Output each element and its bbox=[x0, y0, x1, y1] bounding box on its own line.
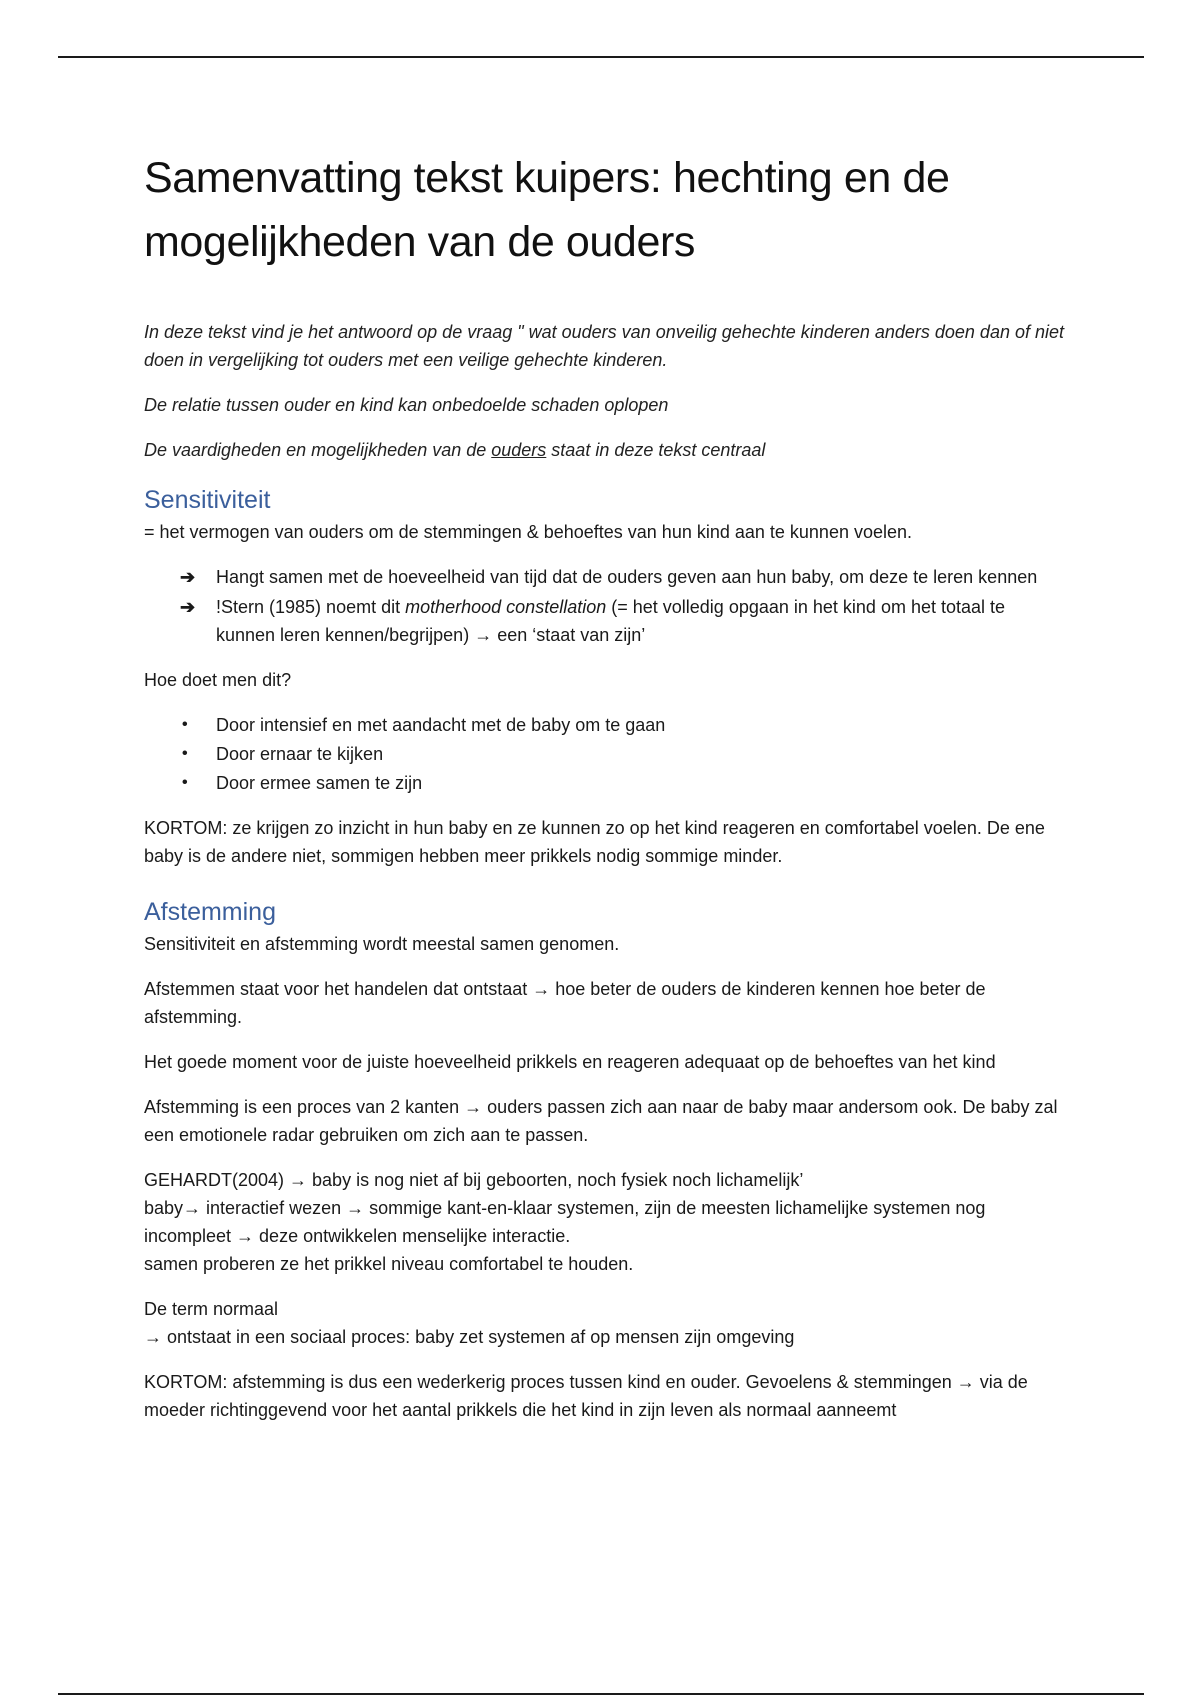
bullet-icon: • bbox=[182, 745, 188, 762]
arrow-list-item bbox=[144, 563, 1064, 591]
gehardt-paragraph bbox=[144, 1166, 1064, 1278]
intro-paragraph-3 bbox=[144, 436, 1064, 464]
question-text: Hoe doet men dit? bbox=[144, 670, 292, 690]
bullet-list-item bbox=[144, 740, 1064, 768]
arrow-item-text: Hangt samen met de hoeveelheid van tijd dat de ouders geven aan hun baby, om deze te leren kennen bbox=[216, 567, 1038, 587]
arrow-item-text-end: (= het volledig opgaan in het kind om het totaal te kunnen leren kennen/begrijpen) → een ‘staat van zijn’ bbox=[216, 597, 1006, 645]
sensitiviteit-definition: = het vermogen van ouders om de stemmingen & behoeftes van hun kind aan te kunnen voelen. bbox=[144, 522, 913, 542]
italic-term: motherhood constellation bbox=[405, 597, 607, 617]
intro-p3-text: De vaardigheden en mogelijkheden van de bbox=[144, 440, 492, 460]
footer-rule bbox=[58, 1693, 1144, 1695]
bullet-item-text: Door ernaar te kijken bbox=[216, 744, 384, 764]
gehardt-line-2: baby→ interactief wezen → sommige kant-en-klaar systemen, zijn de meesten lichamelijke systemen nog incompleet → deze ontwikkelen menselijke interactie. bbox=[144, 1198, 986, 1246]
header-rule bbox=[58, 56, 1144, 58]
intro-paragraph-2: De relatie tussen ouder en kind kan onbedoelde schaden oplopen bbox=[144, 395, 669, 415]
gehardt-line-3: samen proberen ze het prikkel niveau comfortabel te houden. bbox=[144, 1254, 634, 1274]
document-page bbox=[144, 146, 1064, 1441]
intro-paragraph-1: In deze tekst vind je het antwoord op de vraag " wat ouders van onveilig gehechte kinderen anders doen dan of niet doen in vergelijking tot ouders met een veilige gehechte kinderen. bbox=[144, 322, 1065, 370]
arrow-icon: ➔ bbox=[180, 597, 196, 617]
term-line-1: De term normaal bbox=[144, 1299, 279, 1319]
afstemming-paragraph-2: Afstemmen staat voor het handelen dat ontstaat → hoe beter de ouders de kinderen kennen hoe beter de afstemming. bbox=[144, 979, 986, 1027]
bullet-list bbox=[144, 711, 1064, 797]
bullet-item-text: Door intensief en met aandacht met de baby om te gaan bbox=[216, 715, 666, 735]
kortom-afstemming: KORTOM: afstemming is dus een wederkerig proces tussen kind en ouder. Gevoelens & stemmingen → via de moeder richtinggevend voor het aantal prikkels die het kind in zijn leven als normaal aanneemt bbox=[144, 1372, 1028, 1420]
kortom-sensitiviteit: KORTOM: ze krijgen zo inzicht in hun baby en ze kunnen zo op het kind reageren en comfortabel voelen. De ene baby is de andere niet, sommigen hebben meer prikkels nodig sommige minder. bbox=[144, 818, 1045, 866]
heading-afstemming: Afstemming bbox=[144, 898, 276, 926]
arrow-list bbox=[144, 563, 1064, 649]
afstemming-paragraph-1: Sensitiviteit en afstemming wordt meestal samen genomen. bbox=[144, 934, 620, 954]
heading-sensitiviteit: Sensitiviteit bbox=[144, 486, 271, 514]
afstemming-paragraph-3: Het goede moment voor de juiste hoeveelheid prikkels en reageren adequaat op de behoeftes van het kind bbox=[144, 1052, 996, 1072]
bullet-list-item bbox=[144, 711, 1064, 739]
intro-section bbox=[144, 318, 1064, 464]
document-title: Samenvatting tekst kuipers: hechting en de mogelijkheden van de ouders bbox=[144, 154, 950, 266]
bullet-item-text: Door ermee samen te zijn bbox=[216, 773, 423, 793]
bullet-list-item bbox=[144, 769, 1064, 797]
term-normaal-paragraph bbox=[144, 1295, 1064, 1351]
arrow-icon: ➔ bbox=[180, 567, 196, 587]
intro-p3-text-end: staat in deze tekst centraal bbox=[546, 440, 766, 460]
bullet-icon: • bbox=[182, 716, 188, 733]
term-line-2: → ontstaat in een sociaal proces: baby zet systemen af op mensen zijn omgeving bbox=[144, 1327, 795, 1347]
arrow-list-item bbox=[144, 593, 1064, 649]
afstemming-paragraph-4: Afstemming is een proces van 2 kanten → ouders passen zich aan naar de baby maar andersom ook. De baby zal een emotionele radar gebruiken om zich aan te passen. bbox=[144, 1097, 1058, 1145]
arrow-item-text: !Stern (1985) noemt dit bbox=[216, 597, 406, 617]
gehardt-line-1: GEHARDT(2004) → baby is nog niet af bij geboorten, noch fysiek noch lichamelijk’ bbox=[144, 1170, 804, 1190]
underlined-word-ouders: ouders bbox=[491, 440, 547, 460]
bullet-icon: • bbox=[182, 774, 188, 791]
